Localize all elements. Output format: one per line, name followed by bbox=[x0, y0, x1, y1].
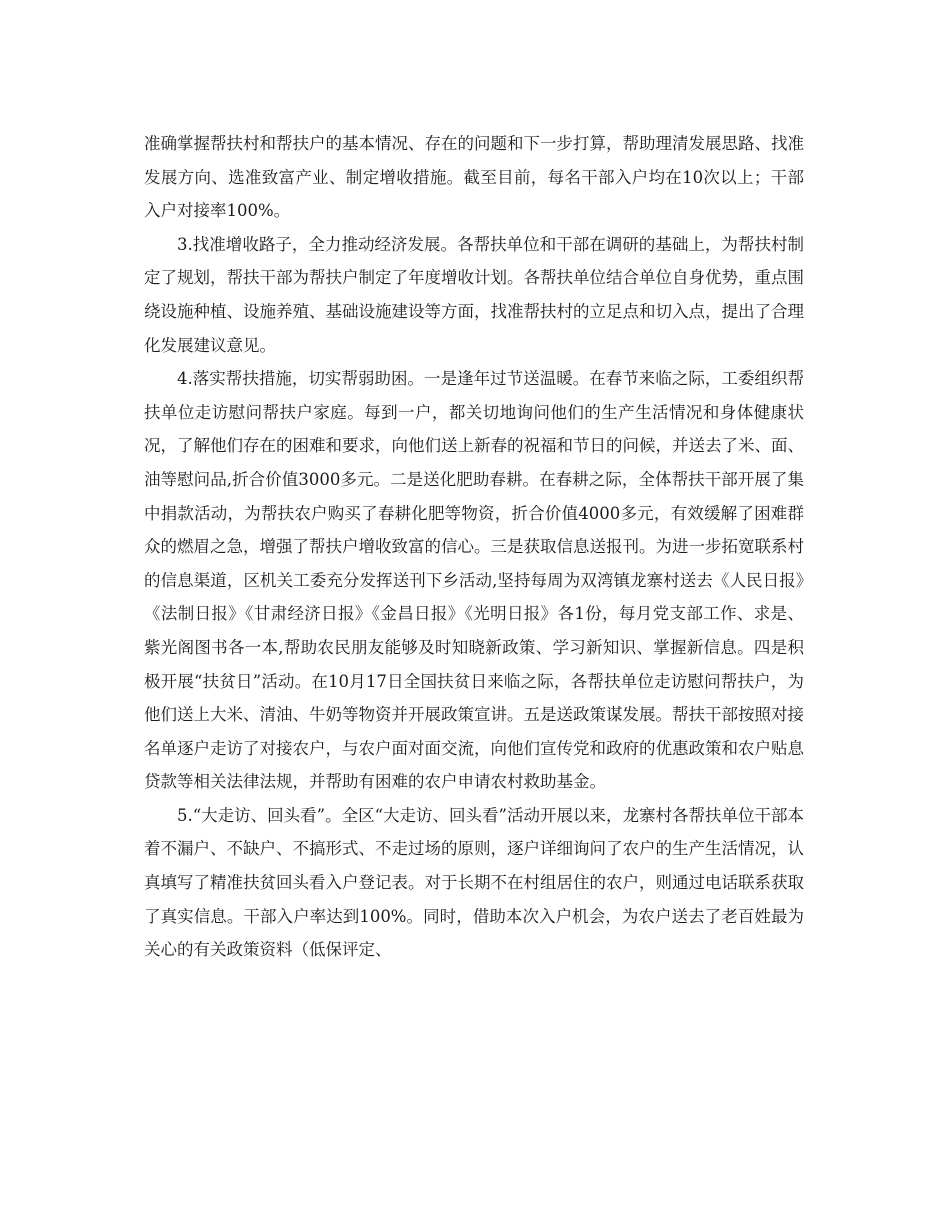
paragraph-item-4: 4.落实帮扶措施，切实帮弱助困。一是逢年过节送温暖。在春节来临之际，工委组织帮扶单位走访慰问帮扶户家庭。每到一户，都关切地询问他们的生产生活情况和身体健康状况，了解他们存在的困难和要求，向他们送上新春的祝福和节日的问候，并送去了米、面、油等慰问品,折合价值3000多元。二是送化肥助春耕。在春耕之际，全体帮扶干部开展了集中捐款活动，为帮扶农户购买了春耕化肥等物资，折合价值4000多元，有效缓解了困难群众的燃眉之急，增强了帮扶户增收致富的信心。三是获取信息送报刊。为进一步拓宽联系村的信息渠道，区机关工委充分发挥送刊下乡活动,坚持每周为双湾镇龙寨村送去《人民日报》《法制日报》《甘肃经济日报》《金昌日报》《光明日报》各1份，每月党支部工作、求是、紫光阁图书各一本,帮助农民朋友能够及时知晓新政策、学习新知识、掌握新信息。四是积极开展“扶贫日”活动。在10月17日全国扶贫日来临之际，各帮扶单位走访慰问帮扶户，为他们送上大米、清油、牛奶等物资并开展政策宣讲。五是送政策谋发展。帮扶干部按照对接名单逐户走访了对接农户，与农户面对面交流，向他们宣传党和政府的优惠政策和农户贴息贷款等相关法律法规，并帮助有困难的农户申请农村救助基金。 bbox=[144, 369, 804, 792]
paragraph-item-5: 5.“大走访、回头看”。全区“大走访、回头看”活动开展以来，龙寨村各帮扶单位干部本着不漏户、不缺户、不搞形式、不走过场的原则，逐户详细询问了农户的生产生活情况，认真填写了精准扶贫回头看入户登记表。对于长期不在村组居住的农户，则通过电话联系获取了真实信息。干部入户率达到100%。同时，借助本次入户机会，为农户送去了老百姓最为关心的有关政策资料（低保评定、 bbox=[144, 805, 804, 960]
document-body bbox=[144, 127, 804, 967]
paragraph-item-3: 3.找准增收路子，全力推动经济发展。各帮扶单位和干部在调研的基础上，为帮扶村制定了规划，帮扶干部为帮扶户制定了年度增收计划。各帮扶单位结合单位自身优势，重点围绕设施种植、设施养殖、基础设施建设等方面，找准帮扶村的立足点和切入点，提出了合理化发展建议意见。 bbox=[144, 234, 804, 355]
paragraph-continuation: 准确掌握帮扶村和帮扶户的基本情况、存在的问题和下一步打算，帮助理清发展思路、找准发展方向、选准致富产业、制定增收措施。截至目前，每名干部入户均在10次以上；干部入户对接率100%。 bbox=[144, 134, 804, 221]
